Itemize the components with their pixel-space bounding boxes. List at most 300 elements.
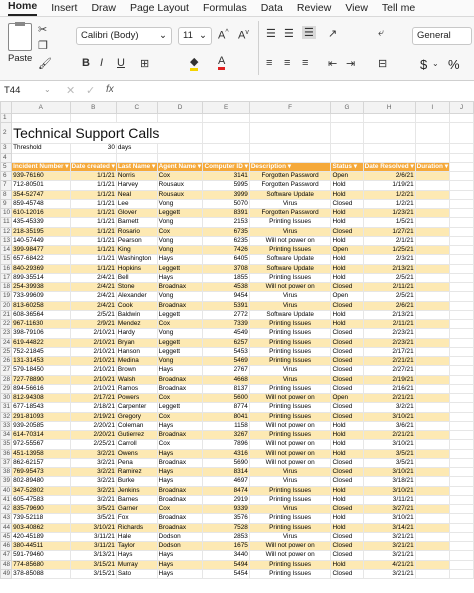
table-header-cell[interactable]: Description ▾ (249, 162, 331, 171)
row-header[interactable]: 17 (1, 273, 12, 282)
table-cell[interactable] (415, 209, 449, 218)
table-cell[interactable]: 9339 (203, 505, 249, 514)
table-cell[interactable]: 2/3/21 (363, 255, 415, 264)
align-left-icon[interactable]: ≡ (266, 57, 273, 69)
table-cell[interactable]: Hays (157, 551, 203, 560)
table-header-cell[interactable]: Date Resolved ▾ (364, 162, 414, 170)
table-cell[interactable] (415, 514, 449, 523)
table-cell[interactable]: 840-29369 (12, 264, 70, 273)
table-cell[interactable]: 347-52802 (12, 486, 70, 495)
table-cell[interactable]: Hopkins (116, 264, 157, 273)
table-cell[interactable]: 3267 (203, 431, 249, 440)
cell[interactable] (449, 412, 473, 421)
table-cell[interactable] (415, 190, 449, 199)
table-cell[interactable]: Hold (331, 255, 363, 264)
tab-view[interactable]: View (345, 2, 368, 14)
table-cell[interactable]: Bryan (116, 338, 157, 347)
cell[interactable] (449, 375, 473, 384)
row-header[interactable]: 19 (1, 292, 12, 301)
table-cell[interactable]: Cox (157, 505, 203, 514)
row-header[interactable]: 48 (1, 560, 12, 569)
table-cell[interactable]: 774-85680 (12, 560, 70, 569)
column-header-c[interactable]: C (116, 102, 157, 114)
table-cell[interactable] (415, 172, 449, 181)
table-cell[interactable]: Brown (116, 366, 157, 375)
table-cell[interactable] (415, 310, 449, 319)
table-cell[interactable]: 2/10/21 (70, 366, 116, 375)
row-header[interactable]: 29 (1, 384, 12, 393)
cell[interactable] (449, 301, 473, 310)
orientation-icon[interactable]: ↗ (328, 28, 338, 40)
table-cell[interactable]: 3/2/21 (363, 403, 415, 412)
table-cell[interactable]: Ramirez (116, 468, 157, 477)
table-cell[interactable]: 291-81093 (12, 412, 70, 421)
table-cell[interactable]: 2853 (203, 532, 249, 541)
table-header-cell[interactable]: Computer ID ▾ (204, 162, 248, 170)
table-cell[interactable]: 3/21/21 (363, 542, 415, 551)
table-cell[interactable]: Software Update (249, 190, 331, 199)
table-cell[interactable]: 2/10/21 (70, 384, 116, 393)
cell[interactable] (449, 181, 473, 190)
table-cell[interactable]: 733-99609 (12, 292, 70, 301)
table-cell[interactable]: 2/18/21 (70, 403, 116, 412)
row-header[interactable]: 18 (1, 283, 12, 292)
font-size-select[interactable] (178, 27, 212, 45)
table-cell[interactable]: Virus (249, 468, 331, 477)
table-cell[interactable]: Cox (157, 227, 203, 236)
table-cell[interactable]: Printing Issues (249, 357, 331, 366)
filter-dropdown-icon[interactable]: ▾ (285, 162, 291, 170)
table-cell[interactable]: 3/2/21 (70, 468, 116, 477)
table-cell[interactable]: Cook (116, 301, 157, 310)
table-cell[interactable] (415, 412, 449, 421)
table-cell[interactable]: 4697 (203, 477, 249, 486)
table-cell[interactable]: 2/21/21 (363, 357, 415, 366)
table-cell[interactable]: 3/14/21 (363, 523, 415, 532)
table-cell[interactable]: Printing Issues (249, 329, 331, 338)
row-header[interactable]: 40 (1, 486, 12, 495)
table-cell[interactable] (415, 403, 449, 412)
table-cell[interactable]: Hold (331, 431, 363, 440)
table-cell[interactable]: 3576 (203, 514, 249, 523)
table-cell[interactable]: Closed (331, 375, 363, 384)
table-cell[interactable]: Printing Issues (249, 246, 331, 255)
table-cell[interactable]: Leggett (157, 310, 203, 319)
cell[interactable] (449, 514, 473, 523)
cell[interactable] (449, 292, 473, 301)
table-cell[interactable]: Powers (116, 394, 157, 403)
table-cell[interactable]: Cox (157, 320, 203, 329)
table-cell[interactable]: 610-12016 (12, 209, 70, 218)
cell[interactable] (449, 366, 473, 375)
table-cell[interactable]: 3708 (203, 264, 249, 273)
table-cell[interactable]: Hold (331, 486, 363, 495)
table-cell[interactable]: Sato (116, 569, 157, 578)
table-cell[interactable]: Vong (157, 292, 203, 301)
table-cell[interactable]: 1/2/21 (363, 190, 415, 199)
table-cell[interactable]: 7528 (203, 523, 249, 532)
table-cell[interactable]: 435-45339 (12, 218, 70, 227)
table-cell[interactable]: Open (331, 172, 363, 181)
threshold-unit[interactable]: days (116, 144, 157, 153)
table-cell[interactable]: 1/1/21 (70, 181, 116, 190)
table-cell[interactable]: Hays (116, 551, 157, 560)
table-cell[interactable]: Will not power on (249, 542, 331, 551)
table-cell[interactable]: 3/11/21 (70, 532, 116, 541)
table-cell[interactable]: Leggett (157, 209, 203, 218)
table-cell[interactable]: Leggett (157, 264, 203, 273)
table-cell[interactable]: Hold (331, 523, 363, 532)
table-cell[interactable]: 5453 (203, 347, 249, 356)
table-cell[interactable]: Virus (249, 199, 331, 208)
table-cell[interactable]: 380-44511 (12, 542, 70, 551)
filter-dropdown-icon[interactable]: ▾ (442, 162, 448, 170)
table-cell[interactable]: 3/10/21 (70, 523, 116, 532)
table-cell[interactable]: Printing Issues (249, 218, 331, 227)
sheet-title[interactable]: Technical Support Calls (12, 123, 203, 144)
row-header[interactable]: 1 (1, 114, 12, 123)
table-cell[interactable]: Virus (249, 301, 331, 310)
cell[interactable] (449, 560, 473, 569)
table-cell[interactable]: 1/23/21 (363, 209, 415, 218)
row-header[interactable]: 10 (1, 209, 12, 218)
filter-dropdown-icon[interactable]: ▾ (109, 162, 115, 170)
table-cell[interactable]: 2/20/21 (70, 421, 116, 430)
table-cell[interactable]: Hardy (116, 329, 157, 338)
table-cell[interactable]: Vong (157, 246, 203, 255)
table-cell[interactable]: Hold (331, 495, 363, 504)
percent-format-button[interactable]: % (448, 57, 460, 72)
row-header[interactable]: 13 (1, 236, 12, 245)
table-cell[interactable] (415, 384, 449, 393)
table-cell[interactable]: Hold (331, 320, 363, 329)
table-cell[interactable]: 8391 (203, 209, 249, 218)
threshold-label[interactable]: Threshold (12, 144, 70, 153)
column-header-a[interactable]: A (12, 102, 70, 114)
number-format-select[interactable] (412, 27, 472, 45)
row-header[interactable]: 42 (1, 505, 12, 514)
table-cell[interactable]: 894-56616 (12, 384, 70, 393)
table-cell[interactable]: Hays (157, 468, 203, 477)
table-cell[interactable]: Closed (331, 551, 363, 560)
table-cell[interactable]: 3/2/21 (70, 449, 116, 458)
filter-dropdown-icon[interactable]: ▾ (195, 162, 201, 170)
table-cell[interactable]: 3/11/21 (70, 542, 116, 551)
table-cell[interactable]: 2772 (203, 310, 249, 319)
table-cell[interactable]: Vong (157, 218, 203, 227)
table-cell[interactable]: 3/27/21 (363, 505, 415, 514)
select-all-corner[interactable] (1, 102, 12, 114)
row-header[interactable]: 35 (1, 440, 12, 449)
row-header[interactable]: 14 (1, 246, 12, 255)
cell[interactable] (449, 162, 473, 171)
table-cell[interactable]: Hold (331, 190, 363, 199)
table-cell[interactable]: Hold (331, 440, 363, 449)
table-cell[interactable]: Owens (116, 449, 157, 458)
decrease-indent-icon[interactable]: ⇤ (328, 58, 338, 70)
table-cell[interactable]: Fox (116, 514, 157, 523)
cell[interactable] (449, 468, 473, 477)
cell[interactable] (70, 114, 116, 123)
row-header[interactable]: 2 (1, 123, 12, 144)
table-cell[interactable]: 1/1/21 (70, 246, 116, 255)
table-cell[interactable]: Virus (249, 477, 331, 486)
table-cell[interactable]: Stone (116, 283, 157, 292)
cell[interactable] (449, 255, 473, 264)
table-cell[interactable]: 712-80501 (12, 181, 70, 190)
decrease-font-icon[interactable]: $A^v$ (238, 29, 249, 42)
table-cell[interactable]: 1/1/21 (70, 190, 116, 199)
table-cell[interactable]: 8314 (203, 468, 249, 477)
align-top-icon[interactable]: ☰ (266, 28, 276, 40)
table-cell[interactable]: 2/1/21 (363, 236, 415, 245)
table-cell[interactable]: 2/23/21 (363, 329, 415, 338)
table-cell[interactable]: Gutierrez (116, 431, 157, 440)
table-cell[interactable]: 1855 (203, 273, 249, 282)
table-cell[interactable]: Lee (116, 199, 157, 208)
table-cell[interactable]: Closed (331, 569, 363, 578)
tab-review[interactable]: Review (296, 2, 332, 14)
table-cell[interactable]: 9454 (203, 292, 249, 301)
table-cell[interactable]: 2/13/21 (363, 310, 415, 319)
table-cell[interactable]: 657-68422 (12, 255, 70, 264)
table-cell[interactable]: Printing Issues (249, 569, 331, 578)
align-middle-icon[interactable]: ☰ (284, 28, 294, 40)
table-cell[interactable]: Hays (157, 569, 203, 578)
table-cell[interactable]: 2/19/21 (70, 412, 116, 421)
table-cell[interactable]: 4/21/21 (363, 560, 415, 569)
table-cell[interactable]: 2/6/21 (363, 301, 415, 310)
table-cell[interactable]: Bell (116, 273, 157, 282)
row-header[interactable]: 30 (1, 394, 12, 403)
row-header[interactable]: 22 (1, 320, 12, 329)
cell[interactable] (331, 144, 363, 153)
table-cell[interactable]: 8041 (203, 412, 249, 421)
table-cell[interactable] (415, 236, 449, 245)
table-cell[interactable]: 939-76160 (12, 172, 70, 181)
table-cell[interactable]: Hays (157, 449, 203, 458)
table-cell[interactable] (415, 338, 449, 347)
table-cell[interactable]: Leggett (157, 403, 203, 412)
table-cell[interactable]: Medina (116, 357, 157, 366)
table-cell[interactable] (415, 505, 449, 514)
table-cell[interactable] (415, 532, 449, 541)
table-cell[interactable]: Hays (157, 255, 203, 264)
table-cell[interactable]: Printing Issues (249, 412, 331, 421)
table-cell[interactable]: Cox (157, 412, 203, 421)
table-cell[interactable]: Broadnax (157, 431, 203, 440)
table-cell[interactable]: 1/1/21 (70, 236, 116, 245)
table-cell[interactable] (415, 523, 449, 532)
cell[interactable] (449, 144, 473, 153)
table-cell[interactable]: Hold (331, 209, 363, 218)
table-cell[interactable]: 2/5/21 (363, 292, 415, 301)
row-header[interactable]: 37 (1, 458, 12, 467)
table-cell[interactable]: 4668 (203, 375, 249, 384)
cell[interactable] (449, 569, 473, 578)
table-cell[interactable]: Closed (331, 283, 363, 292)
table-cell[interactable] (415, 199, 449, 208)
table-cell[interactable]: Glover (116, 209, 157, 218)
table-cell[interactable]: Hays (157, 421, 203, 430)
table-cell[interactable]: 354-52747 (12, 190, 70, 199)
table-header-cell[interactable]: Duration ▾ (416, 162, 448, 170)
table-cell[interactable]: 2/4/21 (70, 301, 116, 310)
table-cell[interactable]: Closed (331, 477, 363, 486)
table-cell[interactable]: 6735 (203, 227, 249, 236)
align-center-icon[interactable]: ≡ (284, 57, 291, 69)
row-header[interactable]: 20 (1, 301, 12, 310)
table-cell[interactable]: 2/23/21 (363, 338, 415, 347)
table-cell[interactable]: Printing Issues (249, 486, 331, 495)
table-cell[interactable] (415, 273, 449, 282)
table-cell[interactable]: Walsh (116, 375, 157, 384)
table-cell[interactable]: Burke (116, 477, 157, 486)
table-cell[interactable]: 2/17/21 (363, 347, 415, 356)
table-cell[interactable]: 3/2/21 (70, 477, 116, 486)
table-cell[interactable] (415, 449, 449, 458)
cancel-icon[interactable]: ✕ (66, 85, 76, 97)
table-cell[interactable] (415, 495, 449, 504)
table-cell[interactable]: Printing Issues (249, 384, 331, 393)
table-cell[interactable]: Closed (331, 542, 363, 551)
cut-icon[interactable]: ✂ (38, 24, 48, 36)
table-cell[interactable]: Dodson (157, 532, 203, 541)
cell[interactable] (203, 153, 249, 162)
table-cell[interactable]: Richards (116, 523, 157, 532)
table-cell[interactable]: 2/21/21 (363, 431, 415, 440)
cell[interactable] (449, 329, 473, 338)
merge-center-icon[interactable]: ⊟ (378, 58, 388, 70)
table-cell[interactable]: 2/10/21 (70, 329, 116, 338)
table-cell[interactable]: Closed (331, 357, 363, 366)
table-cell[interactable]: 3/5/21 (70, 505, 116, 514)
table-cell[interactable]: Ramos (116, 384, 157, 393)
table-cell[interactable]: 2/13/21 (363, 264, 415, 273)
cell[interactable] (449, 403, 473, 412)
table-cell[interactable]: Will not power on (249, 458, 331, 467)
table-cell[interactable]: 1/2/21 (363, 199, 415, 208)
table-cell[interactable]: 579-18450 (12, 366, 70, 375)
table-cell[interactable]: 378-85088 (12, 569, 70, 578)
row-header[interactable]: 27 (1, 366, 12, 375)
table-cell[interactable]: Hays (157, 560, 203, 569)
table-cell[interactable]: 739-52118 (12, 514, 70, 523)
cell[interactable] (449, 542, 473, 551)
row-header[interactable]: 49 (1, 569, 12, 578)
cell[interactable] (415, 123, 449, 144)
table-cell[interactable]: Broadnax (157, 458, 203, 467)
table-cell[interactable]: Dodson (157, 542, 203, 551)
formula-input[interactable] (124, 83, 470, 98)
table-cell[interactable]: Rosario (116, 227, 157, 236)
row-header[interactable]: 15 (1, 255, 12, 264)
table-cell[interactable]: 6235 (203, 236, 249, 245)
table-cell[interactable]: Printing Issues (249, 320, 331, 329)
table-cell[interactable]: Open (331, 292, 363, 301)
table-cell[interactable]: Printing Issues (249, 431, 331, 440)
table-cell[interactable]: 1/1/21 (70, 199, 116, 208)
row-header[interactable]: 39 (1, 477, 12, 486)
cell[interactable] (157, 144, 203, 153)
table-cell[interactable]: 420-45189 (12, 532, 70, 541)
table-cell[interactable]: 5494 (203, 560, 249, 569)
cell[interactable] (449, 153, 473, 162)
row-header[interactable]: 3 (1, 144, 12, 153)
paste-icon[interactable] (8, 23, 32, 51)
cell[interactable] (203, 144, 249, 153)
table-cell[interactable]: Closed (331, 403, 363, 412)
table-cell[interactable]: 614-70314 (12, 431, 70, 440)
cell[interactable] (449, 486, 473, 495)
table-cell[interactable]: 2/4/21 (70, 283, 116, 292)
table-cell[interactable]: 812-94308 (12, 394, 70, 403)
table-cell[interactable]: Will not power on (249, 394, 331, 403)
cell[interactable] (203, 123, 249, 144)
table-cell[interactable]: Barnes (116, 495, 157, 504)
table-cell[interactable]: 218-35195 (12, 227, 70, 236)
cell[interactable] (449, 394, 473, 403)
table-cell[interactable] (415, 486, 449, 495)
cell[interactable] (449, 218, 473, 227)
table-cell[interactable]: 451-13958 (12, 449, 70, 458)
table-cell[interactable]: 398-79106 (12, 329, 70, 338)
table-cell[interactable]: 1/5/21 (363, 218, 415, 227)
align-right-icon[interactable]: ≡ (302, 57, 309, 69)
table-cell[interactable] (415, 227, 449, 236)
row-header[interactable]: 28 (1, 375, 12, 384)
table-cell[interactable]: Hold (331, 310, 363, 319)
table-cell[interactable] (415, 292, 449, 301)
table-cell[interactable]: Hold (331, 273, 363, 282)
table-cell[interactable]: 7426 (203, 246, 249, 255)
row-header[interactable]: 25 (1, 347, 12, 356)
row-header[interactable]: 47 (1, 551, 12, 560)
row-header[interactable]: 6 (1, 172, 12, 181)
table-cell[interactable]: 3/10/21 (363, 468, 415, 477)
table-cell[interactable]: Software Update (249, 310, 331, 319)
cell[interactable] (449, 236, 473, 245)
row-header[interactable]: 24 (1, 338, 12, 347)
table-cell[interactable]: Printing Issues (249, 495, 331, 504)
table-cell[interactable]: 4549 (203, 329, 249, 338)
cell[interactable] (449, 551, 473, 560)
table-cell[interactable]: 769-95473 (12, 468, 70, 477)
table-header-cell[interactable]: Agent Name ▾ (157, 162, 203, 171)
table-cell[interactable]: Vong (157, 329, 203, 338)
row-header[interactable]: 23 (1, 329, 12, 338)
table-cell[interactable]: 939-20585 (12, 421, 70, 430)
table-cell[interactable]: Closed (331, 227, 363, 236)
insert-function-button[interactable]: fx (106, 84, 114, 95)
table-cell[interactable]: 1/1/21 (70, 209, 116, 218)
increase-font-icon[interactable]: A^ (218, 29, 229, 42)
table-cell[interactable]: Harvey (116, 181, 157, 190)
cell[interactable] (449, 114, 473, 123)
table-cell[interactable]: 3/6/21 (363, 421, 415, 430)
currency-format-button[interactable]: $ (420, 57, 428, 72)
align-bottom-icon[interactable]: ☰ (304, 27, 314, 39)
table-cell[interactable]: Printing Issues (249, 347, 331, 356)
row-header[interactable]: 44 (1, 523, 12, 532)
table-cell[interactable]: Broadnax (157, 514, 203, 523)
table-cell[interactable]: 3141 (203, 172, 249, 181)
table-cell[interactable]: Software Update (249, 264, 331, 273)
table-cell[interactable]: 1/1/21 (70, 218, 116, 227)
table-cell[interactable]: Forgotten Password (249, 209, 331, 218)
cell[interactable] (331, 114, 363, 123)
table-cell[interactable]: Forgotten Password (249, 172, 331, 181)
